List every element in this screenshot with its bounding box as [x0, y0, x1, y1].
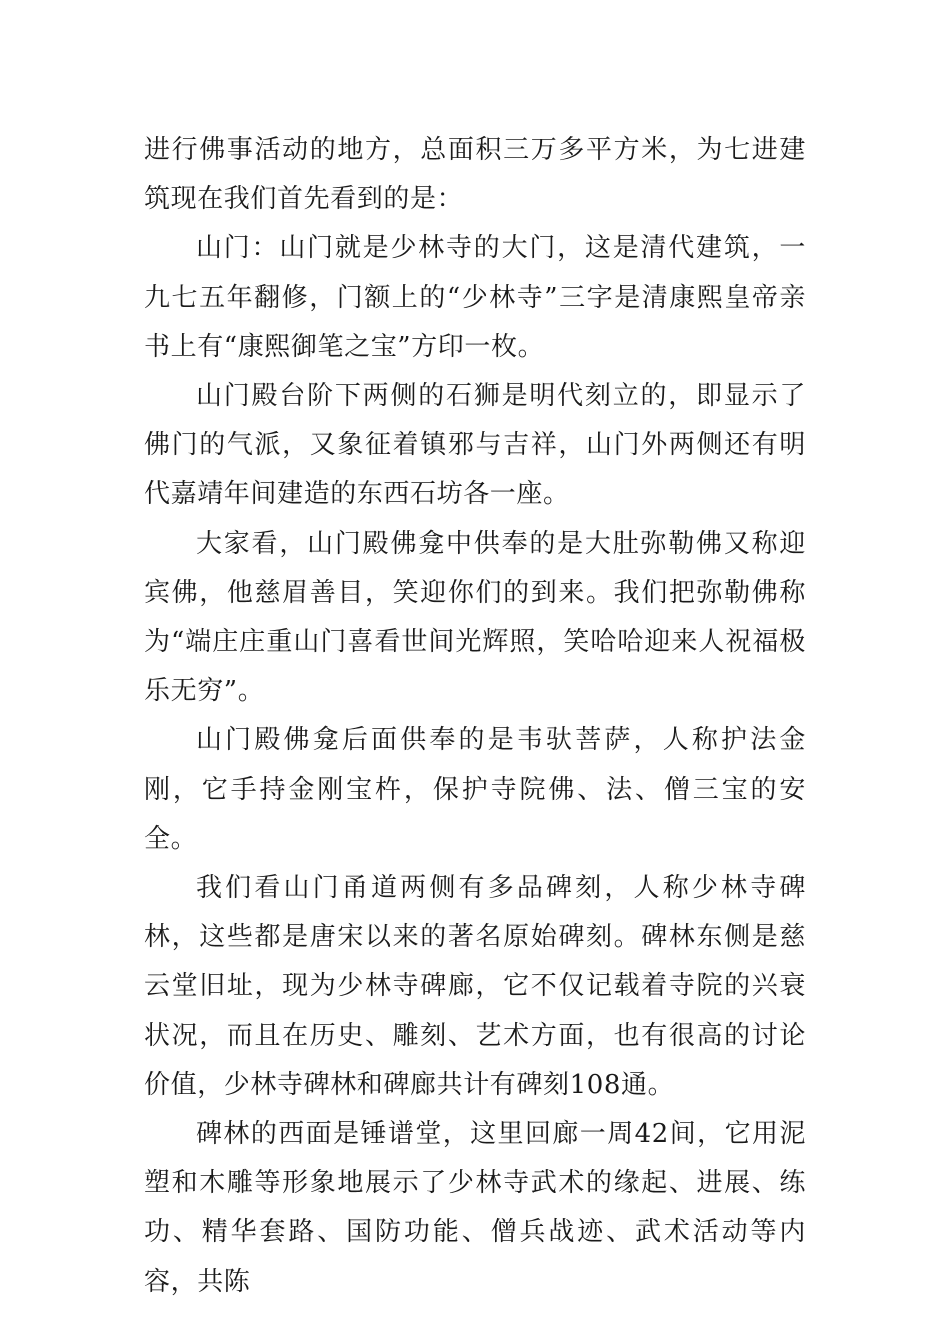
paragraph-continuation: 进行佛事活动的地方，总面积三万多平方米，为七进建筑现在我们首先看到的是： [144, 135, 806, 215]
paragraph-weituo: 山门殿佛龛后面供奉的是韦驮菩萨，人称护法金刚，它手持金刚宝杵，保护寺院佛、法、僧三宝的安全。 [144, 725, 806, 854]
paragraph-mountain-gate: 山门：山门就是少林寺的大门，这是清代建筑，一九七五年翻修，门额上的“少林寺”三字是清康熙皇帝亲书上有“康熙御笔之宝”方印一枚。 [144, 233, 806, 362]
paragraph-stone-lions: 山门殿台阶下两侧的石狮是明代刻立的，即显示了佛门的气派，又象征着镇邪与吉祥，山门外两侧还有明代嘉靖年间建造的东西石坊各一座。 [144, 381, 806, 510]
paragraph-stele-forest: 我们看山门甬道两侧有多品碑刻，人称少林寺碑林，这些都是唐宋以来的著名原始碑刻。碑林东侧是慈云堂旧址，现为少林寺碑廊，它不仅记载着寺院的兴衰状况，而且在历史、雕刻、艺术方面，也有很高的讨论价值，少林寺碑林和碑廊共计有碑刻108通。 [144, 873, 806, 1100]
paragraph-chuipu-hall: 碑林的西面是锤谱堂，这里回廊一周42间，它用泥塑和木雕等形象地展示了少林寺武术的缘起、进展、练功、精华套路、国防功能、僧兵战迹、武术活动等内容，共陈 [144, 1119, 806, 1297]
paragraph-maitreya: 大家看，山门殿佛龛中供奉的是大肚弥勒佛又称迎宾佛，他慈眉善目，笑迎你们的到来。我们把弥勒佛称为“端庄庄重山门喜看世间光辉照，笑哈哈迎来人祝福极乐无穷”。 [144, 528, 806, 707]
document-body [144, 126, 806, 1307]
